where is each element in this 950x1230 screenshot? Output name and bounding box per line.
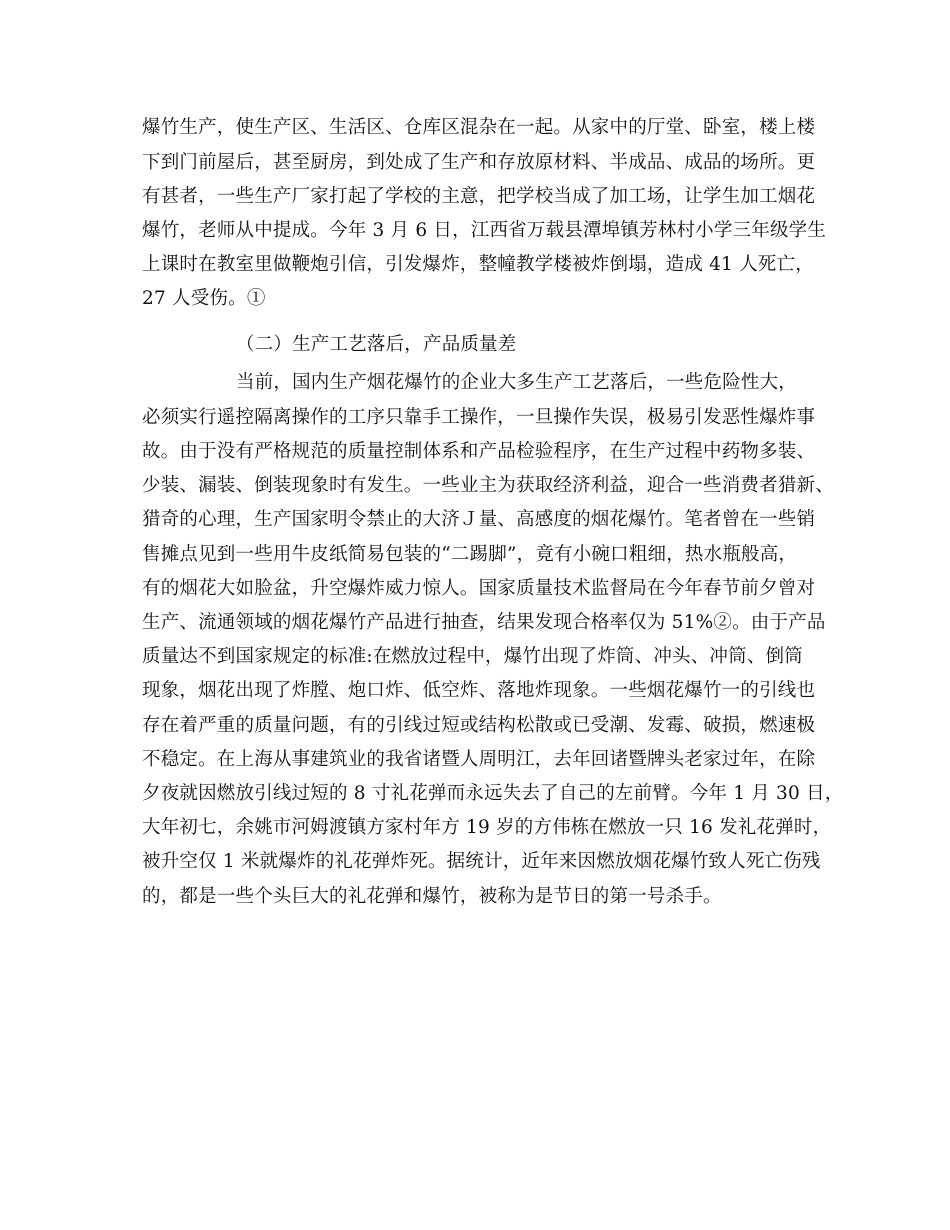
paragraph-2-line: 猎奇的心理，生产国家明令禁止的大济Ｊ量、高感度的烟花爆竹。笔者曾在一些销: [142, 509, 816, 530]
paragraph-1-line: 爆竹，老师从中提成。今年 3 月 6 日，江西省万载县潭埠镇芳林村小学三年级学生: [142, 220, 827, 241]
paragraph-2-line: 大年初七，余姚市河姆渡镇方家村年方 19 岁的方伟栋在燃放一只 16 发礼花弹时，: [142, 817, 832, 838]
paragraph-2-line: 当前，国内生产烟花爆竹的企业大多生产工艺落后，一些危险性大，: [236, 372, 798, 393]
paragraph-2-line: 质量达不到国家规定的标准:在燃放过程中，爆竹出现了炸筒、冲头、冲筒、倒筒: [142, 646, 803, 667]
paragraph-2-line: 夕夜就因燃放引线过短的 8 寸礼花弹而永远失去了自己的左前臂。今年 1 月 30 日，: [142, 783, 844, 804]
paragraph-2-line: 有的烟花大如脸盆，升空爆炸威力惊人。国家质量技术监督局在今年春节前夕曾对: [142, 578, 816, 599]
paragraph-1-line: 27 人受伤。①: [142, 288, 266, 309]
paragraph-2-line: 生产、流通领域的烟花爆竹产品进行抽查，结果发现合格率仅为 51%②。由于产品: [142, 612, 826, 633]
paragraph-2-line: 存在着严重的质量问题，有的引线过短或结构松散或已受潮、发霉、破损，燃速极: [142, 715, 816, 736]
paragraph-2-line: 被升空仅 1 米就爆炸的礼花弹炸死。据统计，近年来因燃放烟花爆竹致人死亡伤残: [142, 851, 821, 872]
paragraph-1-line: 有甚者，一些生产厂家打起了学校的主意，把学校当成了加工场，让学生加工烟花: [142, 186, 816, 207]
paragraph-1-line: 上课时在教室里做鞭炮引信，引发爆炸，整幢教学楼被炸倒塌，造成 41 人死亡，: [142, 254, 814, 275]
paragraph-1-line: 爆竹生产，使生产区、生活区、仓库区混杂在一起。从家中的厅堂、卧室，楼上楼: [142, 117, 816, 138]
paragraph-1-line: 下到门前屋后，甚至厨房，到处成了生产和存放原材料、半成品、成品的场所。更: [142, 152, 816, 173]
paragraph-2-line: 少装、漏装、倒装现象时有发生。一些业主为获取经济利益，迎合一些消费者猎新、: [142, 475, 834, 496]
section-heading: （二）生产工艺落后，产品质量差: [236, 334, 517, 355]
paragraph-2-line: 售摊点见到一些用牛皮纸简易包装的“二踢脚”，竟有小碗口粗细，热水瓶般高，: [142, 544, 798, 565]
paragraph-2-line: 现象，烟花出现了炸膛、炮口炸、低空炸、落地炸现象。一些烟花爆竹一的引线也: [142, 680, 816, 701]
paragraph-2-line: 必须实行遥控隔离操作的工序只靠手工操作，一旦操作失误，极易引发恶性爆炸事: [142, 407, 816, 428]
paragraph-2-line: 的，都是一些个头巨大的礼花弹和爆竹，被称为是节日的第一号杀手。: [142, 886, 722, 907]
paragraph-2-line: 故。由于没有严格规范的质量控制体系和产品检验程序，在生产过程中药物多装、: [142, 441, 816, 462]
paragraph-2-line: 不稳定。在上海从事建筑业的我省诸暨人周明江，去年回诸暨牌头老家过年，在除: [142, 749, 816, 770]
